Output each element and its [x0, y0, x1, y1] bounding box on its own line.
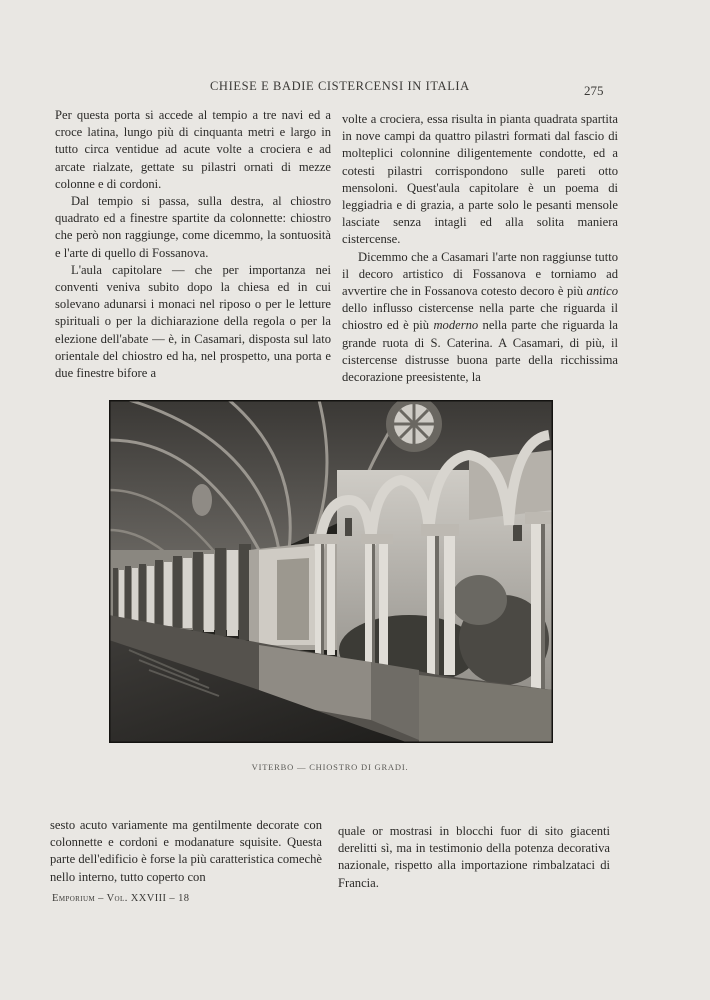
right-column-top — [342, 111, 618, 386]
italic-term: moderno — [433, 318, 479, 333]
left-column-bottom — [50, 817, 322, 886]
text-run: dello influsso cistercense nella parte che riguarda il chiostro ed è più — [342, 301, 618, 333]
page-number: 275 — [584, 83, 604, 98]
paragraph: Per questa porta si accede al tempio a tre navi ed a croce latina, lungo più di cinquanta metri e largo in tutto circa ventidue ad acute volte a crociera e ad arcate rialzate, gettate su pilastri ornati di mezze colonne e di cordoni. — [55, 108, 331, 191]
paragraph: L'aula capitolare — che per importanza nei conventi veniva subito dopo la chiesa ed in cui solevano adunarsi i monaci nel riposo o per le letture spirituali o per la dichiarazione della regola o per la elezione dell'abate — è, in Casamari, disposta sul lato orientale del chiostro ed ha, nel prospetto, una porta e due finestre bifore a — [55, 262, 331, 381]
cloister-photograph — [109, 400, 553, 743]
footer-signature: Emporium – Vol. XXVIII – 18 — [52, 893, 190, 904]
text-run: Dicemmo che a Casamari l'arte non raggiunse tutto il decoro artistico di Fossanova e torniamo ad avvertire che in Fossanova cotesto decoro è più — [342, 249, 618, 299]
photo-caption: VITERBO — CHIOSTRO DI GRADI. — [251, 762, 409, 772]
running-title: CHIESE E BADIE CISTERCENSI IN ITALIA — [210, 79, 470, 93]
paragraph: volte a crociera, essa risulta in pianta quadrata spartita in nove campi da quattro pilastri formati dal fascio di molteplici colonnine diligentemente condotte, ed a cotesti pilastri corrispondono sulle pareti otto mensoloni. Quest'aula capitolare è un poema di leggiadria e di grazia, a parte solo le pesanti mensole lasciate senza intagli ed alla solita maniera cistercense. — [342, 112, 618, 247]
paragraph: sesto acuto variamente ma gentilmente decorate con colonnette e cordoni e modanature squisite. Questa parte dell'edificio è forse la più caratteristica comechè nello interno, tutto coperto con — [50, 818, 322, 884]
italic-term: antico — [586, 284, 618, 299]
paragraph — [342, 249, 618, 387]
cloister-illustration — [109, 400, 553, 743]
right-column-bottom — [338, 823, 610, 892]
text-run: nella parte che riguarda la grande ruota di S. Caterina. A Casamari, di più, il cistercense distrusse buona parte della ricchissima decorazione preesistente, la — [342, 318, 618, 385]
paragraph: Dal tempio si passa, sulla destra, al chiostro quadrato ed a finestre spartite da colonnette: chiostro che però non raggiunge, come dicemmo, la sontuosità e l'arte di quello di Fossanova. — [55, 194, 331, 260]
paragraph: quale or mostrasi in blocchi fuor di sito giacenti derelitti sì, ma in testimonio della potenza decorativa nazionale, rispetto alla importazione rimbalzataci di Francia. — [338, 824, 610, 890]
left-column-top — [55, 107, 331, 382]
